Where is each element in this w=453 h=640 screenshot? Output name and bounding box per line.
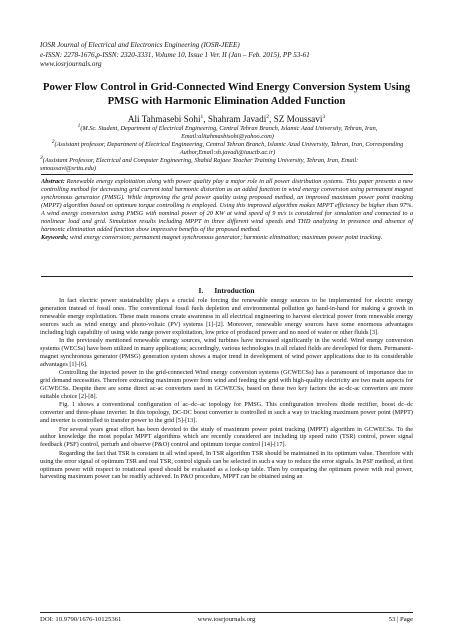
body-paragraph: In fact electric power sustainability plays a crucial role forcing the renewable energy sources to be implemented for electric energy generation instead of fossil ones. The conventional fossil fuels depletion and environmental pollution go hand-in-hand for making a growth in renewable energy exploitation. These main reasons create awareness in all electrical engineering to harvest electrical power from renewable energy sources such as wind energy and photo-voltaic (PV) systems [1]-[2]. Moreover, renewable energy sources have some enormous advantages including high capability of using wide range power exploitation, low price of produced power and no need of water or other fluids [3]. bbox=[40, 297, 413, 336]
abstract-label: Abstract: bbox=[41, 178, 65, 185]
paper-title: Power Flow Control in Grid-Connected Wind Energy Conversion System Using PMSG with Harmonic Elimination Added Function bbox=[42, 81, 411, 107]
author-superscript: 2 bbox=[266, 113, 270, 120]
abstract bbox=[41, 178, 413, 242]
author-name: SZ Moussavi bbox=[273, 114, 323, 124]
author-name: Ali Tahmasebi Sohi bbox=[127, 114, 201, 124]
section-title: Introduction bbox=[214, 286, 255, 295]
body-paragraph: Fig. 1 shows a conventional configuration of ac–dc–ac topology for PMSG. This configuration involves diode rectifier, boost dc–dc converter and three-phase inverter. In this topology, DC-DC boost converter is controlled in such a way to tracking maximum power point (MPPT) and inverter is controlled to transfer power to the grid [5]-[13]. bbox=[40, 401, 413, 425]
author-superscript: 3 bbox=[322, 113, 326, 120]
affiliation-text: (Assistant Professor, Electrical and Computer Engineering, Shahid Rajaee Teacher Training University, Tehran, Iran, Email: smoussavi@srttu.edu) bbox=[40, 157, 359, 173]
keywords-paragraph bbox=[41, 234, 413, 242]
journal-issn: e-ISSN: 2278-1676,p-ISSN: 2320-3331, Volume 10, Issue 1 Ver. II (Jan – Feb. 2015), PP 53-61 bbox=[40, 50, 310, 59]
footer-page-number: 53 | Page bbox=[388, 616, 413, 623]
author-superscript: 1 bbox=[200, 113, 204, 120]
section-number: I. bbox=[198, 286, 204, 295]
affiliation-text: (Assistant professor, Department of Electrical Engineering, Central Tehran Branch, Islamic Azad University, Tehran, Iran, Corresponding Author,Email:sh.javadi@iauctb.ac.ir) bbox=[54, 141, 404, 157]
footer-site: www.iosrjournals.org bbox=[197, 616, 256, 623]
body-paragraph: In the previously mentioned renewable energy sources, wind turbines have increased significantly in the world. Wind energy conversion systems (WECSs) have been utilized in many applications; accordingly, various technologies in all related fields are developed for them. Permanent-magnet synchronous generator (PMSG) generation system shows a major trend in development of wind power applications due to its considerable advantages [1]-[6]. bbox=[40, 337, 413, 368]
author-list bbox=[30, 113, 423, 125]
affiliation-superscript: 3 bbox=[40, 155, 43, 162]
journal-name: IOSR Journal of Electrical and Electronics Engineering (IOSR-JEEE) bbox=[40, 41, 240, 49]
affiliation-text: (M.Sc. Student, Department of Electrical Engineering, Central Tehran Branch, Islamic Azad University, Tehran, Iran, Email:alitahmasbisohi@yahoo.com) bbox=[80, 125, 378, 141]
footer-doi: DOI: 10.9790/1676-10125361 bbox=[40, 616, 122, 623]
body-text bbox=[40, 297, 413, 482]
affiliation bbox=[40, 141, 415, 157]
affiliation-superscript: 2 bbox=[51, 139, 55, 146]
journal-url: www.iosrjournals.org bbox=[40, 60, 102, 69]
page-footer bbox=[40, 612, 413, 623]
author-separator: , bbox=[203, 114, 208, 124]
affiliation-superscript: 1 bbox=[77, 122, 81, 129]
affiliation bbox=[40, 122, 415, 141]
author-name: Shahram Javadi bbox=[207, 114, 267, 124]
abstract-paragraph bbox=[41, 178, 413, 234]
affiliation bbox=[40, 157, 415, 173]
body-paragraph: For several years great effort has been devoted to the study of maximum power point tracking (MPPT) algorithm in GCWECSs. To the author knowledge the most popular MPPT algorithms which are recently considered are including tip speed ratio (TSR) control, power signal feedback (PSF) control, perturb and observe (P&O) control and optimum torque control [14]-[17]. bbox=[40, 425, 413, 449]
affiliations bbox=[40, 122, 415, 174]
body-paragraph: Controlling the injected power in the grid-connected Wind energy conversion systems (GCWECSs) has a paramount of importance due to grid demand necessities. Therefore extracting maximum power from wind and feeding the grid with high-quality electricity are two main aspects for GCWECSs. Despite there are some direct ac-ac converters used in GCWECSs, based on these two key factors the ac-dc-ac converters are more suitable choice [2]-[8]. bbox=[40, 369, 413, 400]
body-paragraph: Regarding the fact that TSR is constant in all wind speed, In TSR algorithm TSR should be maintained in its optimum value. Therefore with using the error signal of optimum TSR and real TSR, control signals can be selected in such a way to reduce the error signals. In PSF method, at first optimum power with respect to rotational speed should be evaluated as a look-up table. Then by comparing the optimum power with real power, harvesting maximum power can be readily achieved. In P&O procedure, MPPT can be obtained using an bbox=[40, 449, 413, 481]
section-heading bbox=[40, 286, 413, 295]
journal-header bbox=[40, 41, 420, 70]
abstract-text: Renewable energy exploitation along with power quality play a major role in all power distribution systems. This paper presents a new controlling method for decreasing grid current total harmonic distortion as an added function in wind energy conversion using permanent magnet synchronous generator (PMSG). While improving the grid power quality using proposed method, an improved maximum power point tracking (MPPT) algorithm based on optimum torque controlling is employed. Using this improved algorithm makes MPPT efficiency be higher than 97%. A wind energy conversion using PMSG with nominal power of 20 KW at wind speed of 9 m/s is considered for simulation and connected to a nonlinear load and grid. Simulation results including MPPT in three different wind speeds and THD analyzing in presence and absence of harmonic elimination added function show impressive benefits of the proposed method. bbox=[41, 178, 413, 234]
keywords-label: Keywords; bbox=[41, 234, 69, 242]
author-separator: , bbox=[269, 114, 274, 124]
keywords-text: wind energy conversion; permanent magnet synchronous generator; harmonic elimination; maximum power point tracking. bbox=[68, 234, 383, 242]
